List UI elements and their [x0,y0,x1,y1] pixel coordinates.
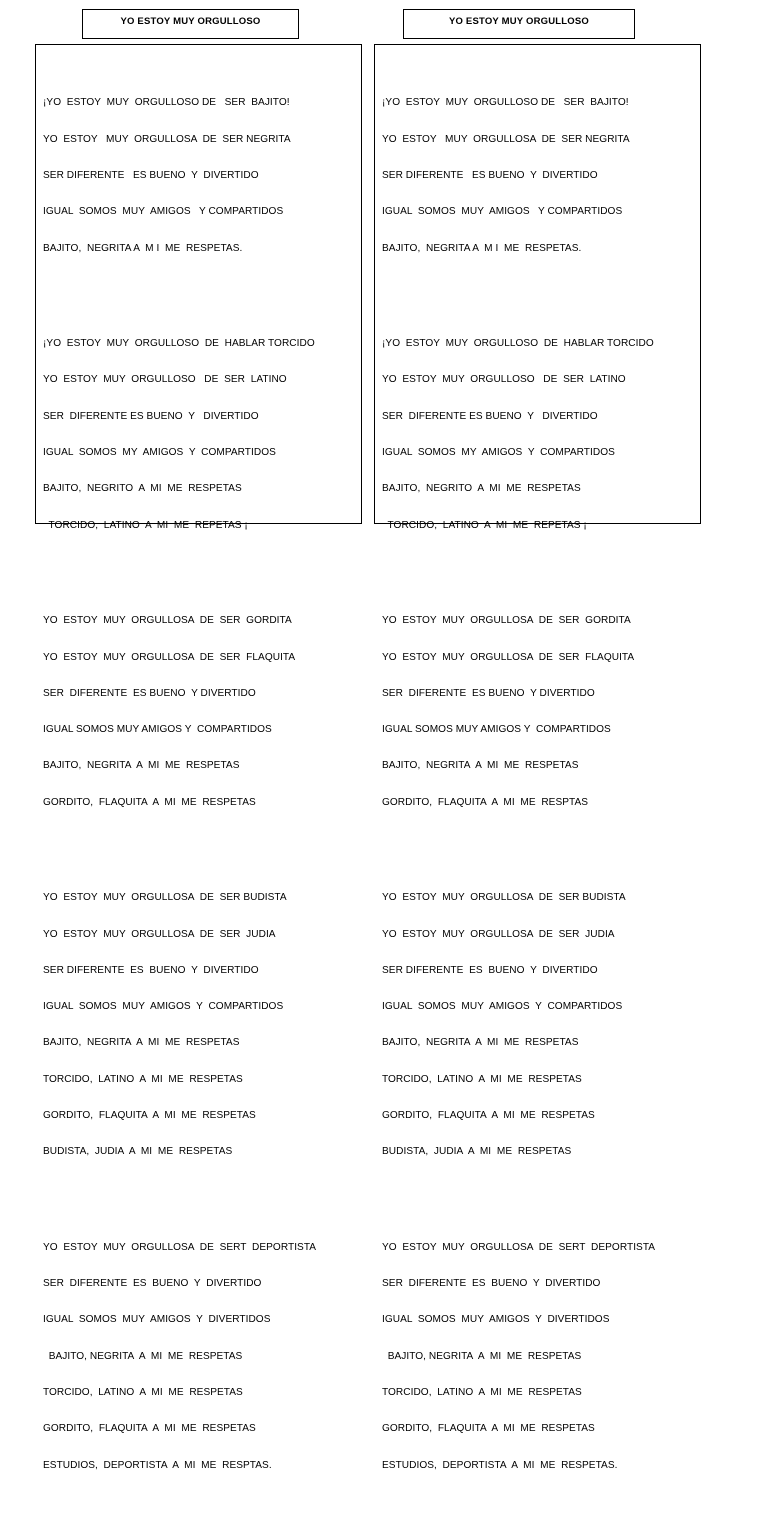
poem-line: IGUAL SOMOS MUY AMIGOS Y DIVERTIDOS [382,1314,610,1326]
poem-line: GORDITO, FLAQUITA A MI ME RESPTAS [382,796,589,808]
poem-line: IGUAL SOMOS MUY AMIGOS Y COMPARTIDOS [43,1001,284,1013]
left-stanza-1 [43,73,361,279]
poem-line: YO ESTOY MUY ORGULLOSA DE SERT DEPORTISTA [43,1241,317,1253]
poem-line: GORDITO, FLAQUITA A MI ME RESPETAS [382,1109,595,1121]
poem-line: GORDITO, FLAQUITA A MI ME RESPETAS [43,1423,256,1435]
right-stanza-2 [382,314,700,556]
poem-line: TORCIDO, LATINO A MI ME RESPETAS [43,1387,243,1399]
poem-line: YO ESTOY MUY ORGULLOSO DE SER LATINO [382,374,626,386]
poem-line: SER DIFERENTE ES BUENO Y DIVERTIDO [382,964,598,976]
poem-line: SER DIFERENTE ES BUENO Y DIVERTIDO [43,410,259,422]
poem-line: IGUAL SOMOS MUY AMIGOS Y COMPARTIDOS [382,1001,623,1013]
poem-line: SER DIFERENTE ES BUENO Y DIVERTIDO [43,169,259,181]
poem-line: BAJITO, NEGRITA A M I ME RESPETAS. [382,242,582,254]
poem-line: YO ESTOY MUY ORGULLOSA DE SER BUDISTA [43,892,287,904]
poem-line: BAJITO, NEGRITA A MI ME RESPETAS [43,760,240,772]
right-poem-box [374,44,701,1471]
poem-line: BAJITO, NEGRITA A MI ME RESPETAS [382,1037,579,1049]
poem-line: TORCIDO, LATINO A MI ME RESPETAS [382,1073,582,1085]
poem-line: ¡YO ESTOY MUY ORGULLOSO DE SER BAJITO! [43,97,290,109]
right-stanza-5 [382,1218,700,1496]
poem-line: GORDITO, FLAQUITA A MI ME RESPETAS [382,1423,595,1435]
left-stanza-5 [43,1218,361,1496]
poem-line: SER DIFERENTE ES BUENO Y DIVERTIDO [382,687,595,699]
poem-line: YO ESTOY MUY ORGULLOSA DE SER FLAQUITA [43,651,296,663]
poem-line: GORDITO, FLAQUITA A MI ME RESPETAS [43,1109,256,1121]
poem-line: TORCIDO, LATINO A MI ME RESPETAS [43,1073,243,1085]
left-poem-title [82,9,299,39]
poem-line: YO ESTOY MUY ORGULLOSA DE SER JUDIA [43,928,276,940]
poem-line: TORCIDO, LATINO A MI ME RESPETAS [382,1387,582,1399]
poem-line: GORDITO, FLAQUITA A MI ME RESPETAS [43,796,256,808]
poem-line: ¡YO ESTOY MUY ORGULLOSO DE HABLAR TORCIDO [43,338,315,350]
poem-line: YO ESTOY MUY ORGULLOSA DE SERT DEPORTISTA [382,1241,656,1253]
poem-line: IGUAL SOMOS MUY AMIGOS Y COMPARTIDOS [43,206,284,218]
left-poem-box [35,44,362,1471]
poem-line: SER DIFERENTE ES BUENO Y DIVERTIDO [43,964,259,976]
poem-line: IGUAL SOMOS MY AMIGOS Y COMPARTIDOS [382,447,615,458]
poem-line: YO ESTOY MUY ORGULLOSA DE SER BUDISTA [382,892,626,904]
poem-line: YO ESTOY MUY ORGULLOSO DE SER LATINO [43,374,287,386]
poem-line: YO ESTOY MUY ORGULLOSA DE SER FLAQUITA [382,651,635,663]
poem-line: BAJITO, NEGRITO A MI ME RESPETAS [43,483,242,495]
poem-line: SER DIFERENTE ES BUENO Y DIVERTIDO [382,1278,601,1290]
right-stanza-1 [382,73,700,279]
poem-line: ESTUDIOS, DEPORTISTA A MI ME RESPETAS. [382,1459,618,1471]
poem-line: BAJITO, NEGRITA A MI ME RESPETAS [43,1350,243,1362]
poem-line: SER DIFERENTE ES BUENO Y DIVERTIDO [43,1278,262,1290]
poem-line: YO ESTOY MUY ORGULLOSA DE SER GORDITA [43,615,292,627]
poem-line: IGUAL SOMOS MUY AMIGOS Y COMPARTIDOS [382,206,623,218]
poem-line: BUDISTA, JUDIA A MI ME RESPETAS [382,1146,572,1158]
poem-line: BUDISTA, JUDIA A MI ME RESPETAS [43,1146,233,1158]
left-poem-title-text: YO ESTOY MUY ORGULLOSO [120,15,261,27]
left-stanza-2 [43,314,361,556]
poem-line: IGUAL SOMOS MUY AMIGOS Y COMPARTIDOS [43,724,272,736]
poem-line: YO ESTOY MUY ORGULLOSA DE SER JUDIA [382,928,615,940]
poem-line: ESTUDIOS, DEPORTISTA A MI ME RESPTAS. [43,1459,272,1471]
poem-line: YO ESTOY MUY ORGULLOSA DE SER GORDITA [382,615,631,627]
right-poem-title-text: YO ESTOY MUY ORGULLOSO [448,15,590,27]
poem-line: BAJITO, NEGRITA A M I ME RESPETAS. [43,242,243,254]
poem-line: IGUAL SOMOS MY AMIGOS Y COMPARTIDOS [43,447,276,458]
poem-line: YO ESTOY MUY ORGULLOSA DE SER NEGRITA [382,133,630,145]
poem-line: IGUAL SOMOS MUY AMIGOS Y COMPARTIDOS [382,724,611,736]
poem-line: ¡YO ESTOY MUY ORGULLOSO DE HABLAR TORCIDO [382,338,654,350]
poem-line: BAJITO, NEGRITA A MI ME RESPETAS [43,1037,240,1049]
left-stanza-4 [43,868,361,1182]
poem-line: SER DIFERENTE ES BUENO Y DIVERTIDO [382,169,598,181]
right-stanza-4 [382,868,700,1182]
poem-line: BAJITO, NEGRITO A MI ME RESPETAS [382,483,581,495]
poem-line: BAJITO, NEGRITA A MI ME RESPETAS [382,760,579,772]
right-stanza-3 [382,591,700,833]
poem-line: BAJITO, NEGRITA A MI ME RESPETAS [382,1350,582,1362]
poem-line: IGUAL SOMOS MUY AMIGOS Y DIVERTIDOS [43,1314,271,1326]
poem-line: TORCIDO, LATINO A MI ME REPETAS ¡ [43,519,248,531]
poem-line: SER DIFERENTE ES BUENO Y DIVERTIDO [382,410,598,422]
poem-line: YO ESTOY MUY ORGULLOSA DE SER NEGRITA [43,133,291,145]
right-poem-title [403,9,635,39]
poem-line: SER DIFERENTE ES BUENO Y DIVERTIDO [43,687,256,699]
left-stanza-3 [43,591,361,833]
poem-line: TORCIDO, LATINO A MI ME REPETAS ¡ [382,519,587,531]
poem-line: ¡YO ESTOY MUY ORGULLOSO DE SER BAJITO! [382,97,629,109]
